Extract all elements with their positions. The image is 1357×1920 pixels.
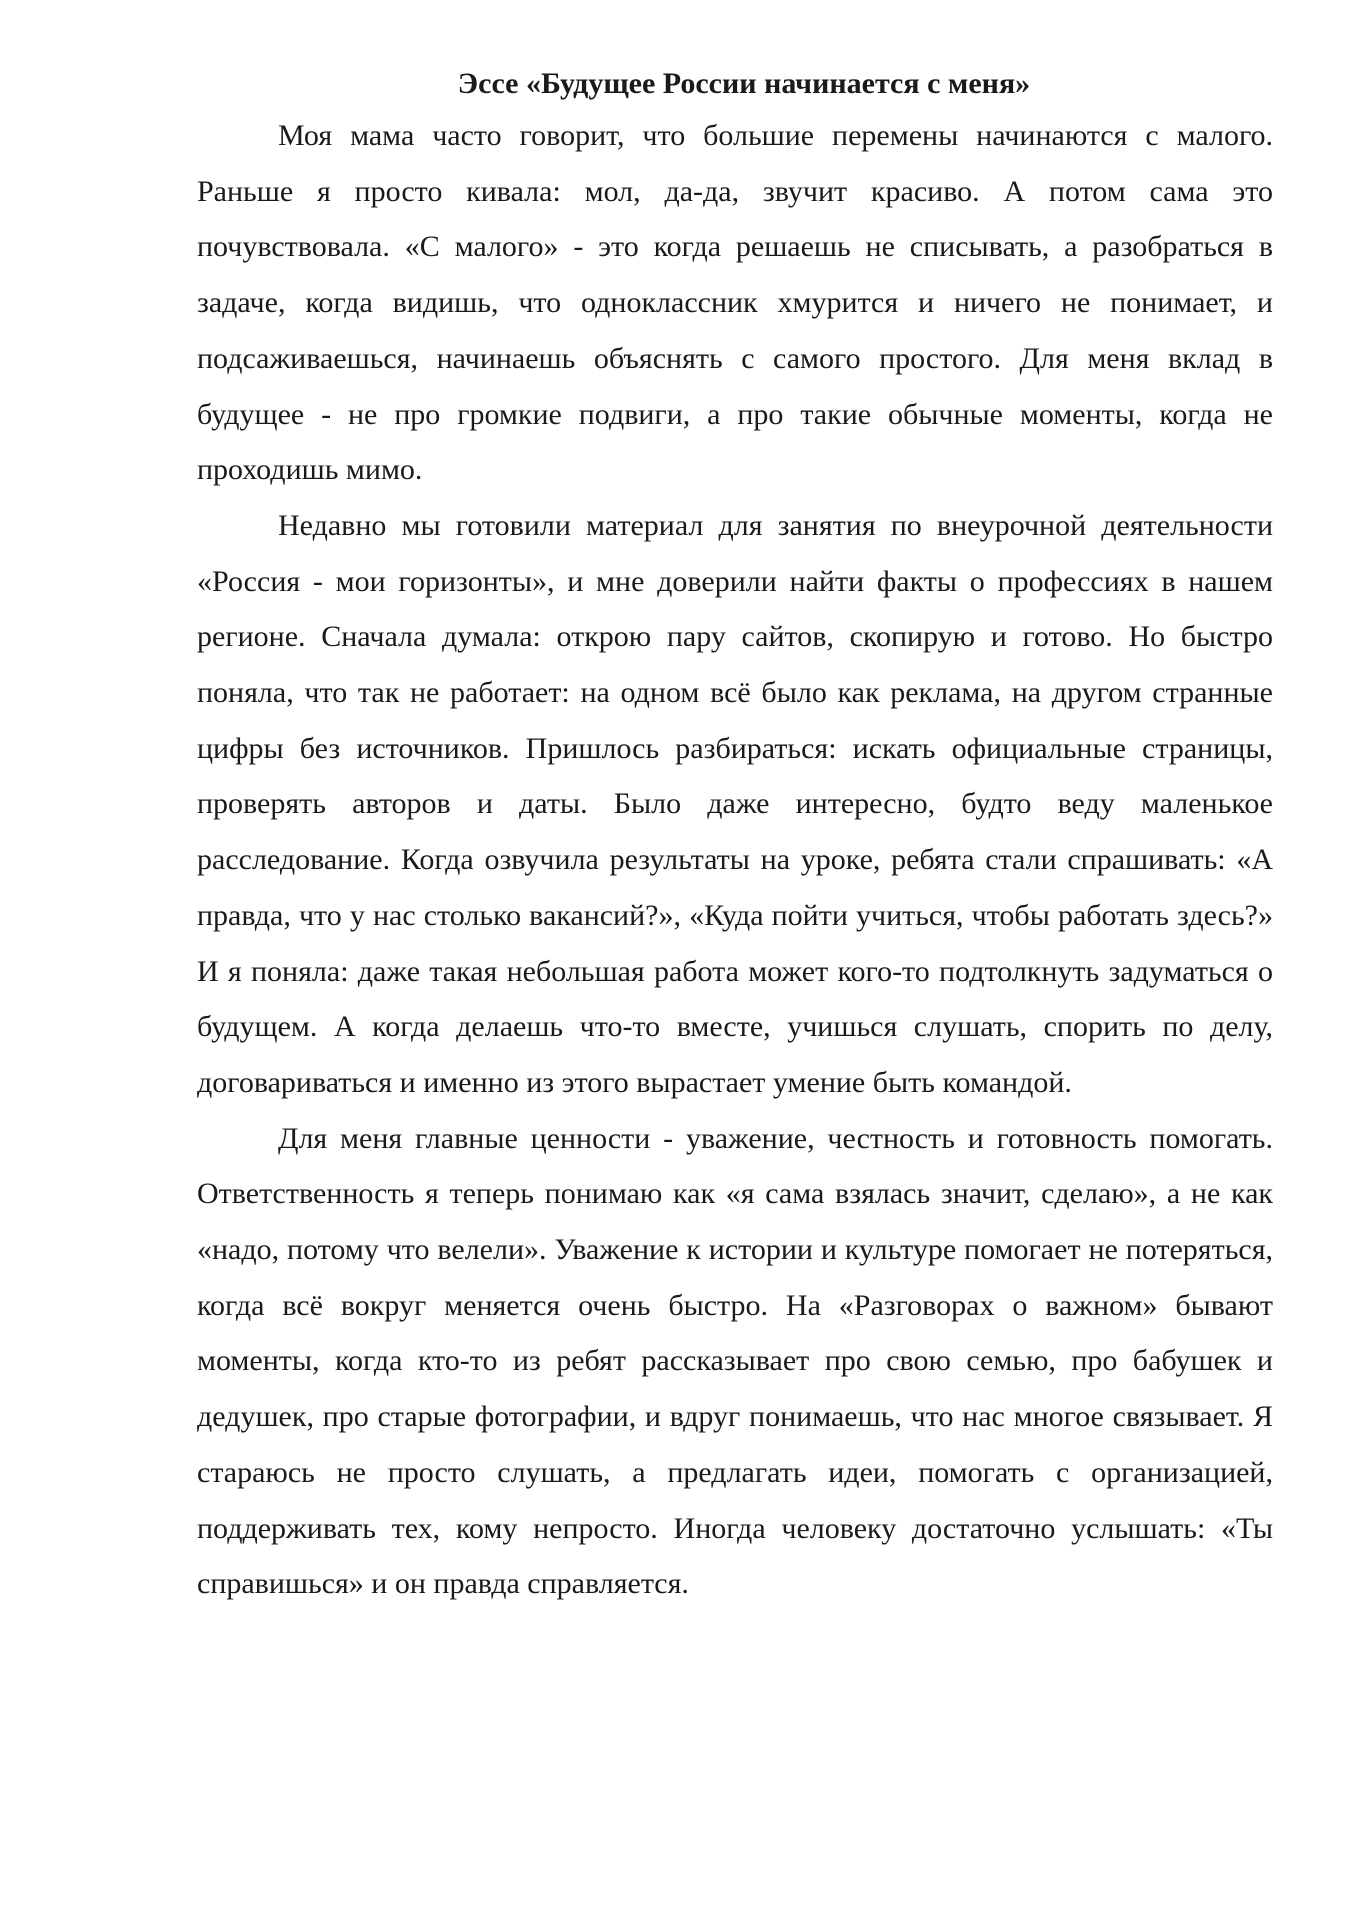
essay-title: Эссе «Будущее России начинается с меня» (457, 67, 1031, 100)
paragraph-2: Недавно мы готовили материал для занятия по внеурочной деятельности «Россия - мои горизонты», и мне доверили найти факты о профессиях в нашем регионе. Сначала думала: открою пару сайтов, скопирую и готово. Но быстро поняла, что так не работает: на одном всё было как реклама, на другом странные цифры без источников. Пришлось разбираться: искать официальные страницы, проверять авторов и даты. Было даже интересно, будто веду маленькое расследование. Когда озвучила результаты на уроке, ребята стали спрашивать: «А правда, что у нас столько вакансий?», «Куда пойти учиться, чтобы работать здесь?» И я поняла: даже такая небольшая работа может кого-то подтолкнуть задуматься о будущем. А когда делаешь что-то вместе, учишься слушать, спорить по делу, договариваться и именно из этого вырастает умение быть командой. (197, 508, 1273, 1099)
paragraph-3: Для меня главные ценности - уважение, честность и готовность помогать. Ответственность я теперь понимаю как «я сама взялась значит, сделаю», а не как «надо, потому что велели». Уважение к истории и культуре помогает не потеряться, когда всё вокруг меняется очень быстро. На «Разговорах о важном» бывают моменты, когда кто-то из ребят рассказывает про свою семью, про бабушек и дедушек, про старые фотографии, и вдруг понимаешь, что нас многое связывает. Я стараюсь не просто слушать, а предлагать идеи, помогать с организацией, поддерживать тех, кому непросто. Иногда человеку достаточно услышать: «Ты справишься» и он правда справляется. (197, 1121, 1273, 1601)
paragraph-1: Моя мама часто говорит, что большие перемены начинаются с малого. Раньше я просто кивала: мол, да-да, звучит красиво. А потом сама это почувствовала. «С малого» - это когда решаешь не списывать, а разобраться в задаче, когда видишь, что одноклассник хмурится и ничего не понимает, и подсаживаешься, начинаешь объяснять с самого простого. Для меня вклад в будущее - не про громкие подвиги, а про такие обычные моменты, когда не проходишь мимо. (197, 119, 1273, 487)
document-body (197, 64, 1273, 1612)
